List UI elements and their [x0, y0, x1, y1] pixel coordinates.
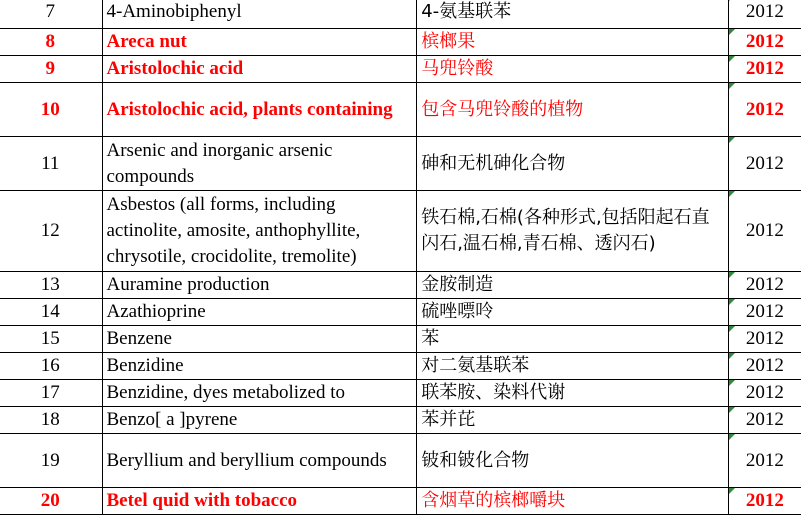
english-name-cell[interactable]: Asbestos (all forms, including actinolite, amosite, anthophyllite, chrysotile, crocidolite, tremolite): [102, 191, 417, 272]
chinese-name-cell[interactable]: 铍和铍化合物: [417, 434, 729, 488]
chinese-name-cell[interactable]: 对二氨基联苯: [417, 353, 729, 380]
year-cell[interactable]: 2012: [728, 488, 801, 515]
table-row: [0, 137, 801, 191]
year-cell[interactable]: 2012: [728, 353, 801, 380]
year-cell[interactable]: 2012: [728, 191, 801, 272]
year-cell[interactable]: 2012: [728, 83, 801, 137]
row-number-cell[interactable]: 12: [0, 191, 102, 272]
row-number-cell[interactable]: 16: [0, 353, 102, 380]
chinese-name-cell[interactable]: 马兜铃酸: [417, 56, 729, 83]
table-row-highlighted: [0, 83, 801, 137]
english-name-cell[interactable]: Betel quid with tobacco: [102, 488, 417, 515]
chinese-name-cell[interactable]: 金胺制造: [417, 272, 729, 299]
chinese-name-cell[interactable]: 4-氨基联苯: [417, 0, 729, 29]
english-name-cell[interactable]: Aristolochic acid: [102, 56, 417, 83]
chinese-name-cell[interactable]: 包含马兜铃酸的植物: [417, 83, 729, 137]
year-cell[interactable]: 2012: [728, 56, 801, 83]
english-name-cell[interactable]: Benzidine, dyes metabolized to: [102, 380, 417, 407]
row-number-cell[interactable]: 14: [0, 299, 102, 326]
row-number-cell[interactable]: 20: [0, 488, 102, 515]
year-cell[interactable]: 2012: [728, 299, 801, 326]
table-row: [0, 326, 801, 353]
year-cell[interactable]: 2012: [728, 380, 801, 407]
chinese-name-cell[interactable]: 砷和无机砷化合物: [417, 137, 729, 191]
english-name-cell[interactable]: Aristolochic acid, plants containing: [102, 83, 417, 137]
chinese-name-cell[interactable]: 苯并芘: [417, 407, 729, 434]
year-cell[interactable]: 2012: [728, 272, 801, 299]
english-name-cell[interactable]: 4-Aminobiphenyl: [102, 0, 417, 29]
row-number-cell[interactable]: 8: [0, 29, 102, 56]
chinese-name-cell[interactable]: 铁石棉,石棉(各种形式,包括阳起石直闪石,温石棉,青石棉、透闪石): [417, 191, 729, 272]
english-name-cell[interactable]: Beryllium and beryllium compounds: [102, 434, 417, 488]
row-number-cell[interactable]: 13: [0, 272, 102, 299]
year-cell[interactable]: 2012: [728, 0, 801, 29]
table-row: [0, 380, 801, 407]
year-cell[interactable]: 2012: [728, 326, 801, 353]
year-cell[interactable]: 2012: [728, 407, 801, 434]
year-cell[interactable]: 2012: [728, 29, 801, 56]
row-number-cell[interactable]: 11: [0, 137, 102, 191]
english-name-cell[interactable]: Benzene: [102, 326, 417, 353]
year-cell[interactable]: 2012: [728, 434, 801, 488]
english-name-cell[interactable]: Azathioprine: [102, 299, 417, 326]
chinese-name-cell[interactable]: 含烟草的槟榔嚼块: [417, 488, 729, 515]
table-row: [0, 0, 801, 29]
table-row: [0, 299, 801, 326]
table-row-highlighted: [0, 56, 801, 83]
table-row: [0, 191, 801, 272]
english-name-cell[interactable]: Benzidine: [102, 353, 417, 380]
table-row: [0, 434, 801, 488]
table-row: [0, 272, 801, 299]
table-row-highlighted: [0, 29, 801, 56]
english-name-cell[interactable]: Areca nut: [102, 29, 417, 56]
english-name-cell[interactable]: Auramine production: [102, 272, 417, 299]
table-row-highlighted: [0, 488, 801, 515]
chinese-name-cell[interactable]: 联苯胺、染料代谢: [417, 380, 729, 407]
english-name-cell[interactable]: Arsenic and inorganic arsenic compounds: [102, 137, 417, 191]
table-row: [0, 407, 801, 434]
english-name-cell[interactable]: Benzo[ a ]pyrene: [102, 407, 417, 434]
row-number-cell[interactable]: 9: [0, 56, 102, 83]
row-number-cell[interactable]: 17: [0, 380, 102, 407]
chinese-name-cell[interactable]: 槟榔果: [417, 29, 729, 56]
row-number-cell[interactable]: 7: [0, 0, 102, 29]
row-number-cell[interactable]: 10: [0, 83, 102, 137]
row-number-cell[interactable]: 15: [0, 326, 102, 353]
table-row: [0, 353, 801, 380]
year-cell[interactable]: 2012: [728, 137, 801, 191]
row-number-cell[interactable]: 18: [0, 407, 102, 434]
chinese-name-cell[interactable]: 硫唑嘌呤: [417, 299, 729, 326]
chinese-name-cell[interactable]: 苯: [417, 326, 729, 353]
row-number-cell[interactable]: 19: [0, 434, 102, 488]
